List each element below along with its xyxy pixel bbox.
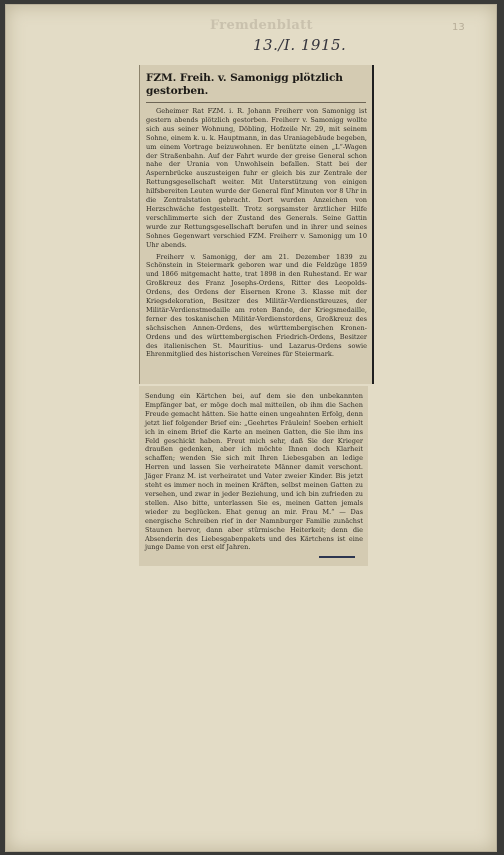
page-number: 13 xyxy=(452,22,465,33)
letter-paragraph: Sendung ein Kärtchen bei, auf dem sie den unbekannten Empfänger bat, er möge doch mal mitteilen, ob ihm die Sachen Freude gemacht hätten. Sie hatte einen ungeahnten Erfolg, denn jetzt lief folgender Brief ein: „Geehrtes Fräulein! Soeben erhielt ich in einem Brief die Karte an meinen Gatten, die Sie ihm ins Feld geschickt haben. Freut mich sehr, daß Sie der Krieger draußen gedenken, aber ich möchte Ihnen doch Klarheit schaffen; wenden Sie sich mit Ihren Liebesgaben an ledige Herren und lassen Sie verheiratete Männer damit verschont. Jäger Franz M. ist verheiratet und Vater zweier Kinder. Bis jetzt steht es immer noch in meinen Kräften, selbst meinen Gatten zu versehen, und zwar in jeder Beziehung, und ich bin zufrieden zu stellen. Also bitte, unterlassen Sie es, meinen Gatten jemals wieder zu beglücken. Ehat genug an mir. Frau M.“ — Das energische Schreiben rief in der Namnburger Familie zunächst Staunen hervor, dann aber stürmische Heiterkeit; denn die Absenderin des Liebesgabenpakets und des Kärtchens ist eine junge Dame von erst elf Jahren. xyxy=(145,392,363,552)
pencil-underline xyxy=(319,556,355,558)
handwritten-date: 13./I. 1915. xyxy=(253,36,347,54)
article-paragraph-1: Geheimer Rat FZM. i. R. Johann Freiherr von Samonigg ist gestern abends plötzlich gestorben. Freiherr v. Samonigg wollte sich aus seiner Wohnung, Döbling, Hofzeile Nr. 29, mit seinem Sohne, einem k. u. k. Hauptmann, in das Uraniagebäude begeben, um einem Vortrage beizuwohnen. Er benützte einen „L“-Wagen der Straßenbahn. Auf der Fahrt wurde der greise General schon nahe der Urania von Unwohlsein befallen. Statt bei der Aspernbrücke auszusteigen fuhr er gleich bis zur Zentrale der Rettungsgesellschaft weiter. Mit Unterstützung von einigen hilfsbereiten Leuten wurde der General fünf Minuten vor 8 Uhr in die Zentralstation gebracht. Dort wurden Anzeichen von Herzschwäche festgestellt. Trotz sorgsamster ärztlicher Hilfe verschlimmerte sich der Zustand des Generals. Seine Gattin wurde zur Rettungsgesellschaft berufen und in ihrer und seines Sohnes Gegenwart verschied FZM. Freiherr v. Samonigg um 10 Uhr abends. xyxy=(146,107,367,249)
article-headline: FZM. Freih. v. Samonigg plötzlich gestorben. xyxy=(146,72,366,103)
newspaper-stamp: Fremdenblatt xyxy=(210,18,313,33)
article-paragraph-2: Freiherr v. Samonigg, der am 21. Dezember 1839 zu Schönstein in Steiermark geboren war und die Feldzüge 1859 und 1866 mitgemacht hatte, trat 1898 in den Ruhestand. Er war Großkreuz des Franz Josephs-Ordens, Ritter des Leopolds-Ordens, des Ordens der Eisernen Krone 3. Klasse mit der Kriegsdekoration, Besitzer des Militär-Verdienstkreuzes, der Militär-Verdienstmedaille am roten Bande, der Kriegsmedaille, ferner des toskanischen Militär-Verdienstordens, Großkreuz des sächsischen Annen-Ordens, des württembergischen Kronen-Ordens und des württembergischen Friedrich-Ordens, Besitzer des italienischen St. Mauritius- und Lazarus-Ordens sowie Ehrenmitglied des historischen Vereines für Steiermark. xyxy=(146,252,367,359)
obituary-clipping xyxy=(139,65,374,384)
letter-clipping xyxy=(139,386,368,566)
